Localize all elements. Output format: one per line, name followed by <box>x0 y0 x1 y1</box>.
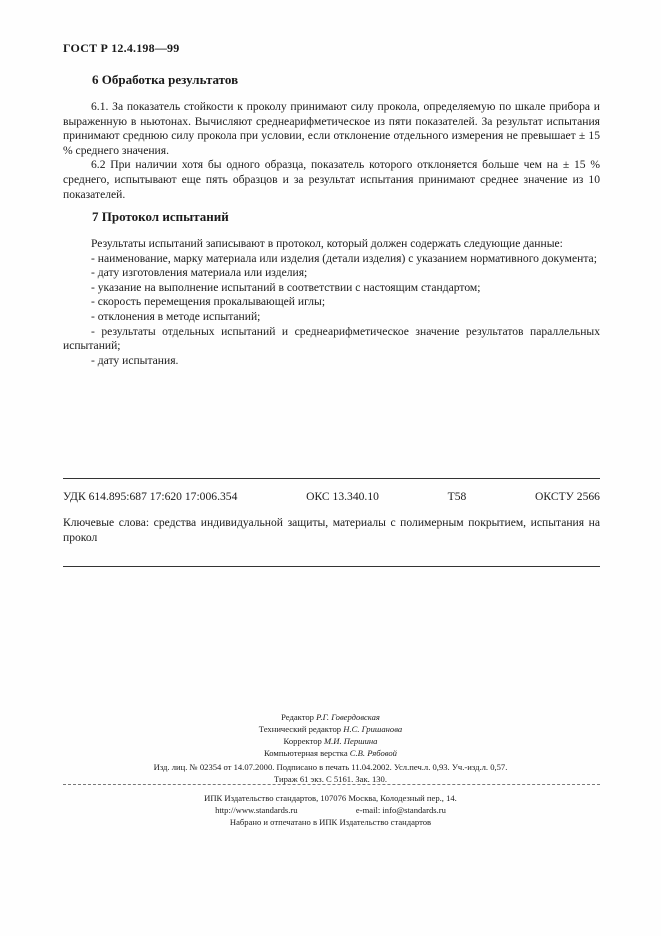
classification-row <box>63 490 600 503</box>
protocol-intro: Результаты испытаний записывают в протокол, который должен содержать следующие данные: <box>91 237 563 250</box>
paragraph-6-2: 6.2 При наличии хотя бы одного образца, показатель которого отклоняется больше чем на ± 15 % среднего, испытывают еще пять образцов и за результат испытания принимают среднее значение из 10 показателей. <box>63 158 600 201</box>
section-7-title: 7 Протокол испытаний <box>92 209 229 224</box>
udk-code: УДК 614.895:687 17:620 17:006.354 <box>63 490 238 503</box>
layout-line: Компьютерная верстка С.В. Рябовой <box>264 748 397 758</box>
website: http://www.standards.ru <box>215 805 298 815</box>
section-7-body <box>63 237 600 368</box>
credits-block <box>0 711 661 759</box>
imprint-top <box>0 761 661 785</box>
imprint-line-5: Набрано и отпечатано в ИПК Издательство стандартов <box>229 817 432 827</box>
tech-editor-line: Технический редактор Н.С. Гришанова <box>258 724 403 734</box>
keywords: Ключевые слова: средства индивидуальной защиты, материалы с полимерным покрытием, испытания на прокол <box>63 516 600 544</box>
imprint-line-2: Тираж 61 экз. С 5161. Зак. 130. <box>273 774 387 784</box>
okstu-code: ОКСТУ 2566 <box>535 490 600 503</box>
section-6-body <box>63 100 600 202</box>
protocol-item: - наименование, марку материала или изделия (детали изделия) с указанием нормативного документа; <box>91 251 597 265</box>
imprint-line-4 <box>0 804 661 816</box>
protocol-item: - результаты отдельных испытаний и среднеарифметическое значение результатов параллельных испытаний; <box>63 324 600 353</box>
corrector-line: Корректор М.И. Першина <box>283 736 378 746</box>
document-code: ГОСТ Р 12.4.198—99 <box>63 41 180 55</box>
protocol-item: - скорость перемещения прокалывающей иглы; <box>91 295 326 309</box>
imprint-line-1: Изд. лиц. № 02354 от 14.07.2000. Подписано в печать 11.04.2002. Усл.печ.л. 0,93. Уч.-изд.л. 0,57. <box>153 762 508 772</box>
protocol-item: - указание на выполнение испытаний в соответствии с настоящим стандартом; <box>91 280 481 294</box>
email: e-mail: info@standards.ru <box>355 805 446 815</box>
t-code: Т58 <box>447 490 467 503</box>
bottom-rule <box>63 566 600 567</box>
protocol-item: - отклонения в методе испытаний; <box>91 309 261 323</box>
protocol-item: - дату испытания. <box>91 353 179 367</box>
protocol-item: - дату изготовления материала или изделия; <box>91 266 308 280</box>
oks-code: ОКС 13.340.10 <box>306 490 379 503</box>
section-6-title: 6 Обработка результатов <box>92 72 239 87</box>
paragraph-6-1: 6.1. За показатель стойкости к проколу принимают силу прокола, определяемую по шкале прибора и выраженную в ньютонах. Вычисляют среднеарифметическое из пяти показателей. За результат испытания принимают среднюю силу прокола при условии, если отклонение отдельного измерения не превышает ± 15 % среднего значения. <box>63 100 600 157</box>
dashed-rule <box>63 784 600 785</box>
imprint-line-3: ИПК Издательство стандартов, 107076 Москва, Колодезный пер., 14. <box>204 793 457 803</box>
top-rule <box>63 478 600 479</box>
editor-line: Редактор Р.Г. Говердовская <box>281 712 380 722</box>
imprint-bottom <box>0 792 661 828</box>
